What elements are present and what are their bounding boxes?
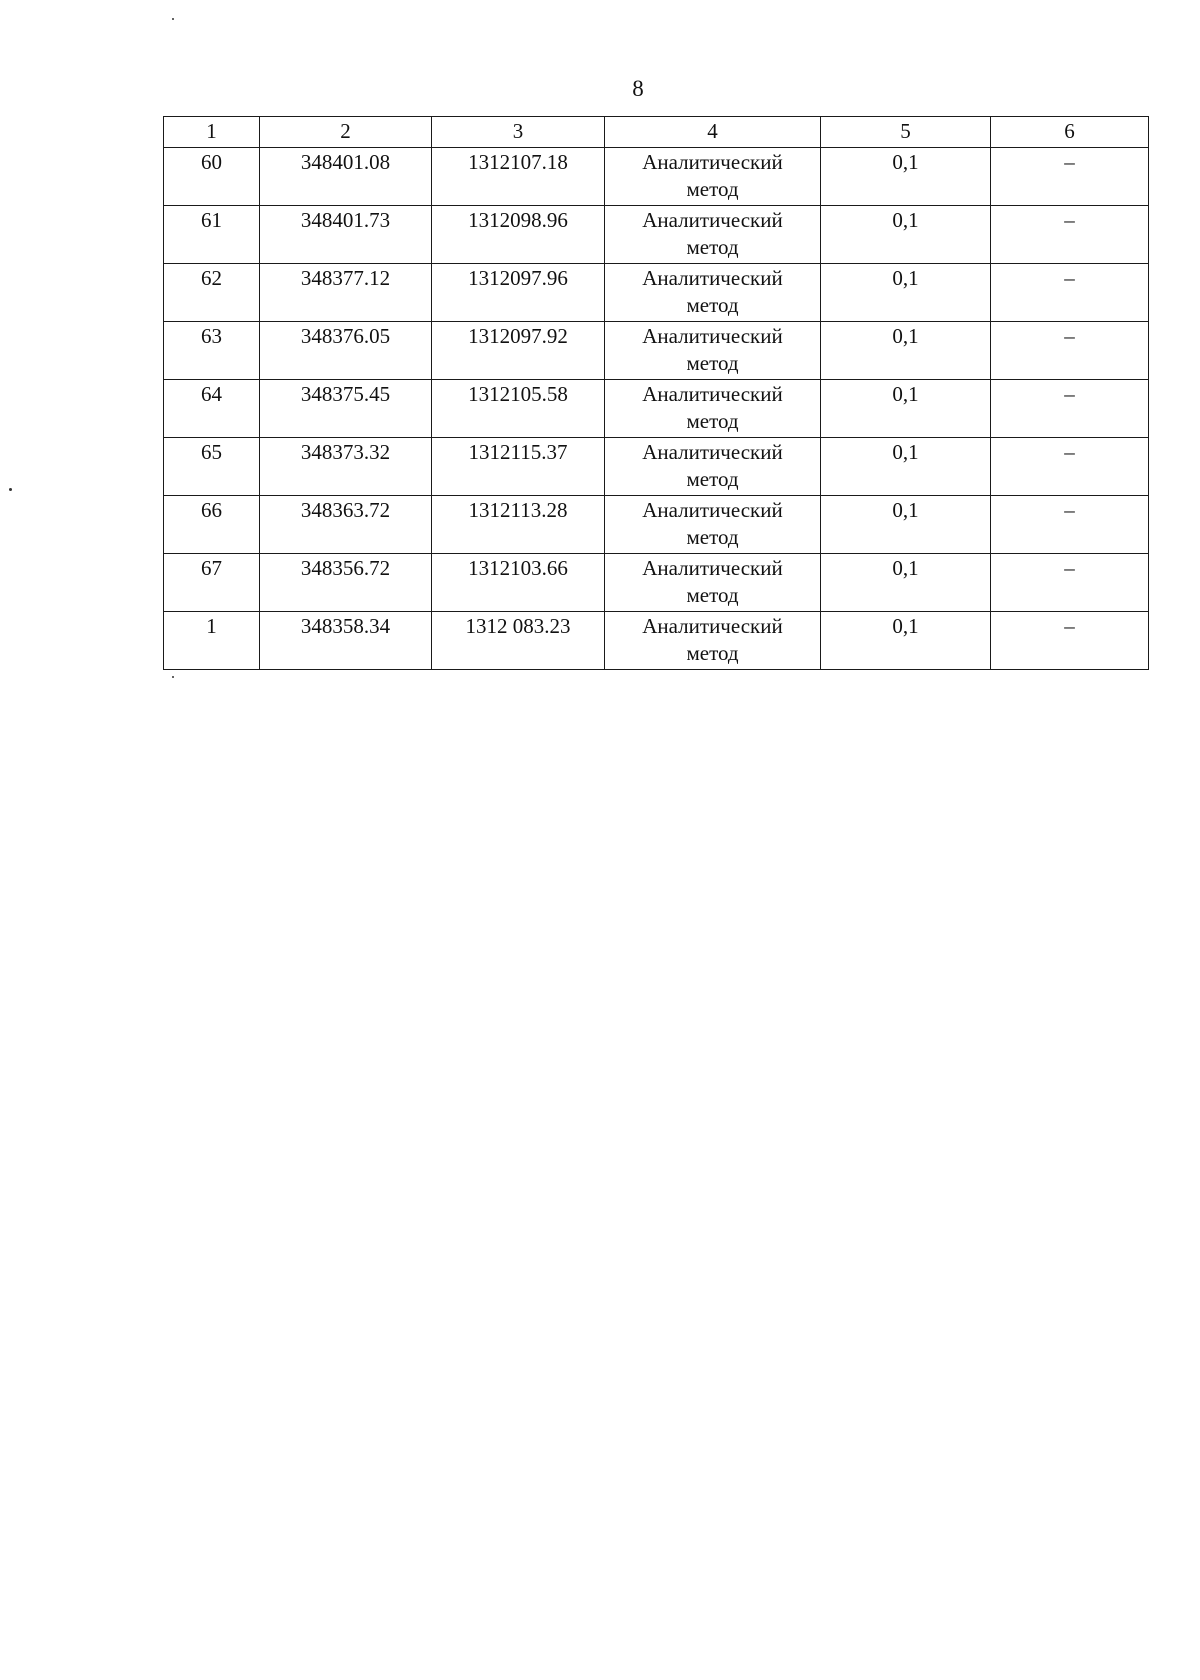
method-line: Аналитический xyxy=(642,556,783,580)
table-row xyxy=(164,438,1149,496)
accuracy-cell: 0,1 xyxy=(821,264,991,322)
table-row xyxy=(164,206,1149,264)
point-cell: 64 xyxy=(164,380,260,438)
note-cell: – xyxy=(991,322,1149,380)
method-cell xyxy=(605,496,821,554)
accuracy-cell: 0,1 xyxy=(821,554,991,612)
method-line: Аналитический xyxy=(642,324,783,348)
method-line: Аналитический xyxy=(642,382,783,406)
table-row xyxy=(164,612,1149,670)
y-coordinate-cell: 1312097.92 xyxy=(432,322,605,380)
point-cell: 67 xyxy=(164,554,260,612)
method-line: метод xyxy=(686,525,739,549)
method-cell xyxy=(605,148,821,206)
x-coordinate-cell: 348356.72 xyxy=(260,554,432,612)
x-coordinate-cell: 348373.32 xyxy=(260,438,432,496)
header-cell: 5 xyxy=(821,117,991,148)
accuracy-cell: 0,1 xyxy=(821,612,991,670)
header-cell: 3 xyxy=(432,117,605,148)
method-line: метод xyxy=(686,293,739,317)
point-cell: 60 xyxy=(164,148,260,206)
scan-speck xyxy=(172,18,174,20)
table-row xyxy=(164,264,1149,322)
header-cell: 6 xyxy=(991,117,1149,148)
method-line: Аналитический xyxy=(642,150,783,174)
method-line: метод xyxy=(686,235,739,259)
table-header xyxy=(164,117,1149,148)
note-cell: – xyxy=(991,496,1149,554)
point-cell: 63 xyxy=(164,322,260,380)
method-cell xyxy=(605,264,821,322)
method-line: Аналитический xyxy=(642,498,783,522)
header-cell: 4 xyxy=(605,117,821,148)
scan-speck xyxy=(9,488,12,491)
accuracy-cell: 0,1 xyxy=(821,496,991,554)
method-cell xyxy=(605,322,821,380)
point-cell: 65 xyxy=(164,438,260,496)
note-cell: – xyxy=(991,438,1149,496)
method-cell xyxy=(605,554,821,612)
method-line: Аналитический xyxy=(642,440,783,464)
method-line: метод xyxy=(686,351,739,375)
method-line: Аналитический xyxy=(642,266,783,290)
table-row xyxy=(164,380,1149,438)
scan-speck xyxy=(172,676,174,678)
method-line: метод xyxy=(686,177,739,201)
table-body xyxy=(164,148,1149,670)
y-coordinate-cell: 1312115.37 xyxy=(432,438,605,496)
note-cell: – xyxy=(991,380,1149,438)
accuracy-cell: 0,1 xyxy=(821,438,991,496)
method-line: метод xyxy=(686,583,739,607)
method-cell xyxy=(605,206,821,264)
y-coordinate-cell: 1312107.18 xyxy=(432,148,605,206)
x-coordinate-cell: 348377.12 xyxy=(260,264,432,322)
method-line: метод xyxy=(686,641,739,665)
accuracy-cell: 0,1 xyxy=(821,322,991,380)
x-coordinate-cell: 348375.45 xyxy=(260,380,432,438)
y-coordinate-cell: 1312105.58 xyxy=(432,380,605,438)
note-cell: – xyxy=(991,612,1149,670)
header-cell: 1 xyxy=(164,117,260,148)
y-coordinate-cell: 1312097.96 xyxy=(432,264,605,322)
method-cell xyxy=(605,380,821,438)
point-cell: 62 xyxy=(164,264,260,322)
method-line: метод xyxy=(686,467,739,491)
note-cell: – xyxy=(991,206,1149,264)
x-coordinate-cell: 348401.73 xyxy=(260,206,432,264)
y-coordinate-cell: 1312098.96 xyxy=(432,206,605,264)
note-cell: – xyxy=(991,148,1149,206)
accuracy-cell: 0,1 xyxy=(821,380,991,438)
coordinates-table xyxy=(163,116,1149,670)
page-number: 8 xyxy=(632,76,644,101)
y-coordinate-cell: 1312 083.23 xyxy=(432,612,605,670)
header-cell: 2 xyxy=(260,117,432,148)
header-row xyxy=(164,117,1149,148)
note-cell: – xyxy=(991,264,1149,322)
method-line: Аналитический xyxy=(642,208,783,232)
x-coordinate-cell: 348376.05 xyxy=(260,322,432,380)
y-coordinate-cell: 1312103.66 xyxy=(432,554,605,612)
y-coordinate-cell: 1312113.28 xyxy=(432,496,605,554)
note-cell: – xyxy=(991,554,1149,612)
point-cell: 61 xyxy=(164,206,260,264)
table-row xyxy=(164,322,1149,380)
table-row xyxy=(164,148,1149,206)
method-line: Аналитический xyxy=(642,614,783,638)
point-cell: 1 xyxy=(164,612,260,670)
method-cell xyxy=(605,612,821,670)
point-cell: 66 xyxy=(164,496,260,554)
table-row xyxy=(164,496,1149,554)
method-cell xyxy=(605,438,821,496)
x-coordinate-cell: 348401.08 xyxy=(260,148,432,206)
table-row xyxy=(164,554,1149,612)
accuracy-cell: 0,1 xyxy=(821,206,991,264)
accuracy-cell: 0,1 xyxy=(821,148,991,206)
x-coordinate-cell: 348358.34 xyxy=(260,612,432,670)
x-coordinate-cell: 348363.72 xyxy=(260,496,432,554)
method-line: метод xyxy=(686,409,739,433)
